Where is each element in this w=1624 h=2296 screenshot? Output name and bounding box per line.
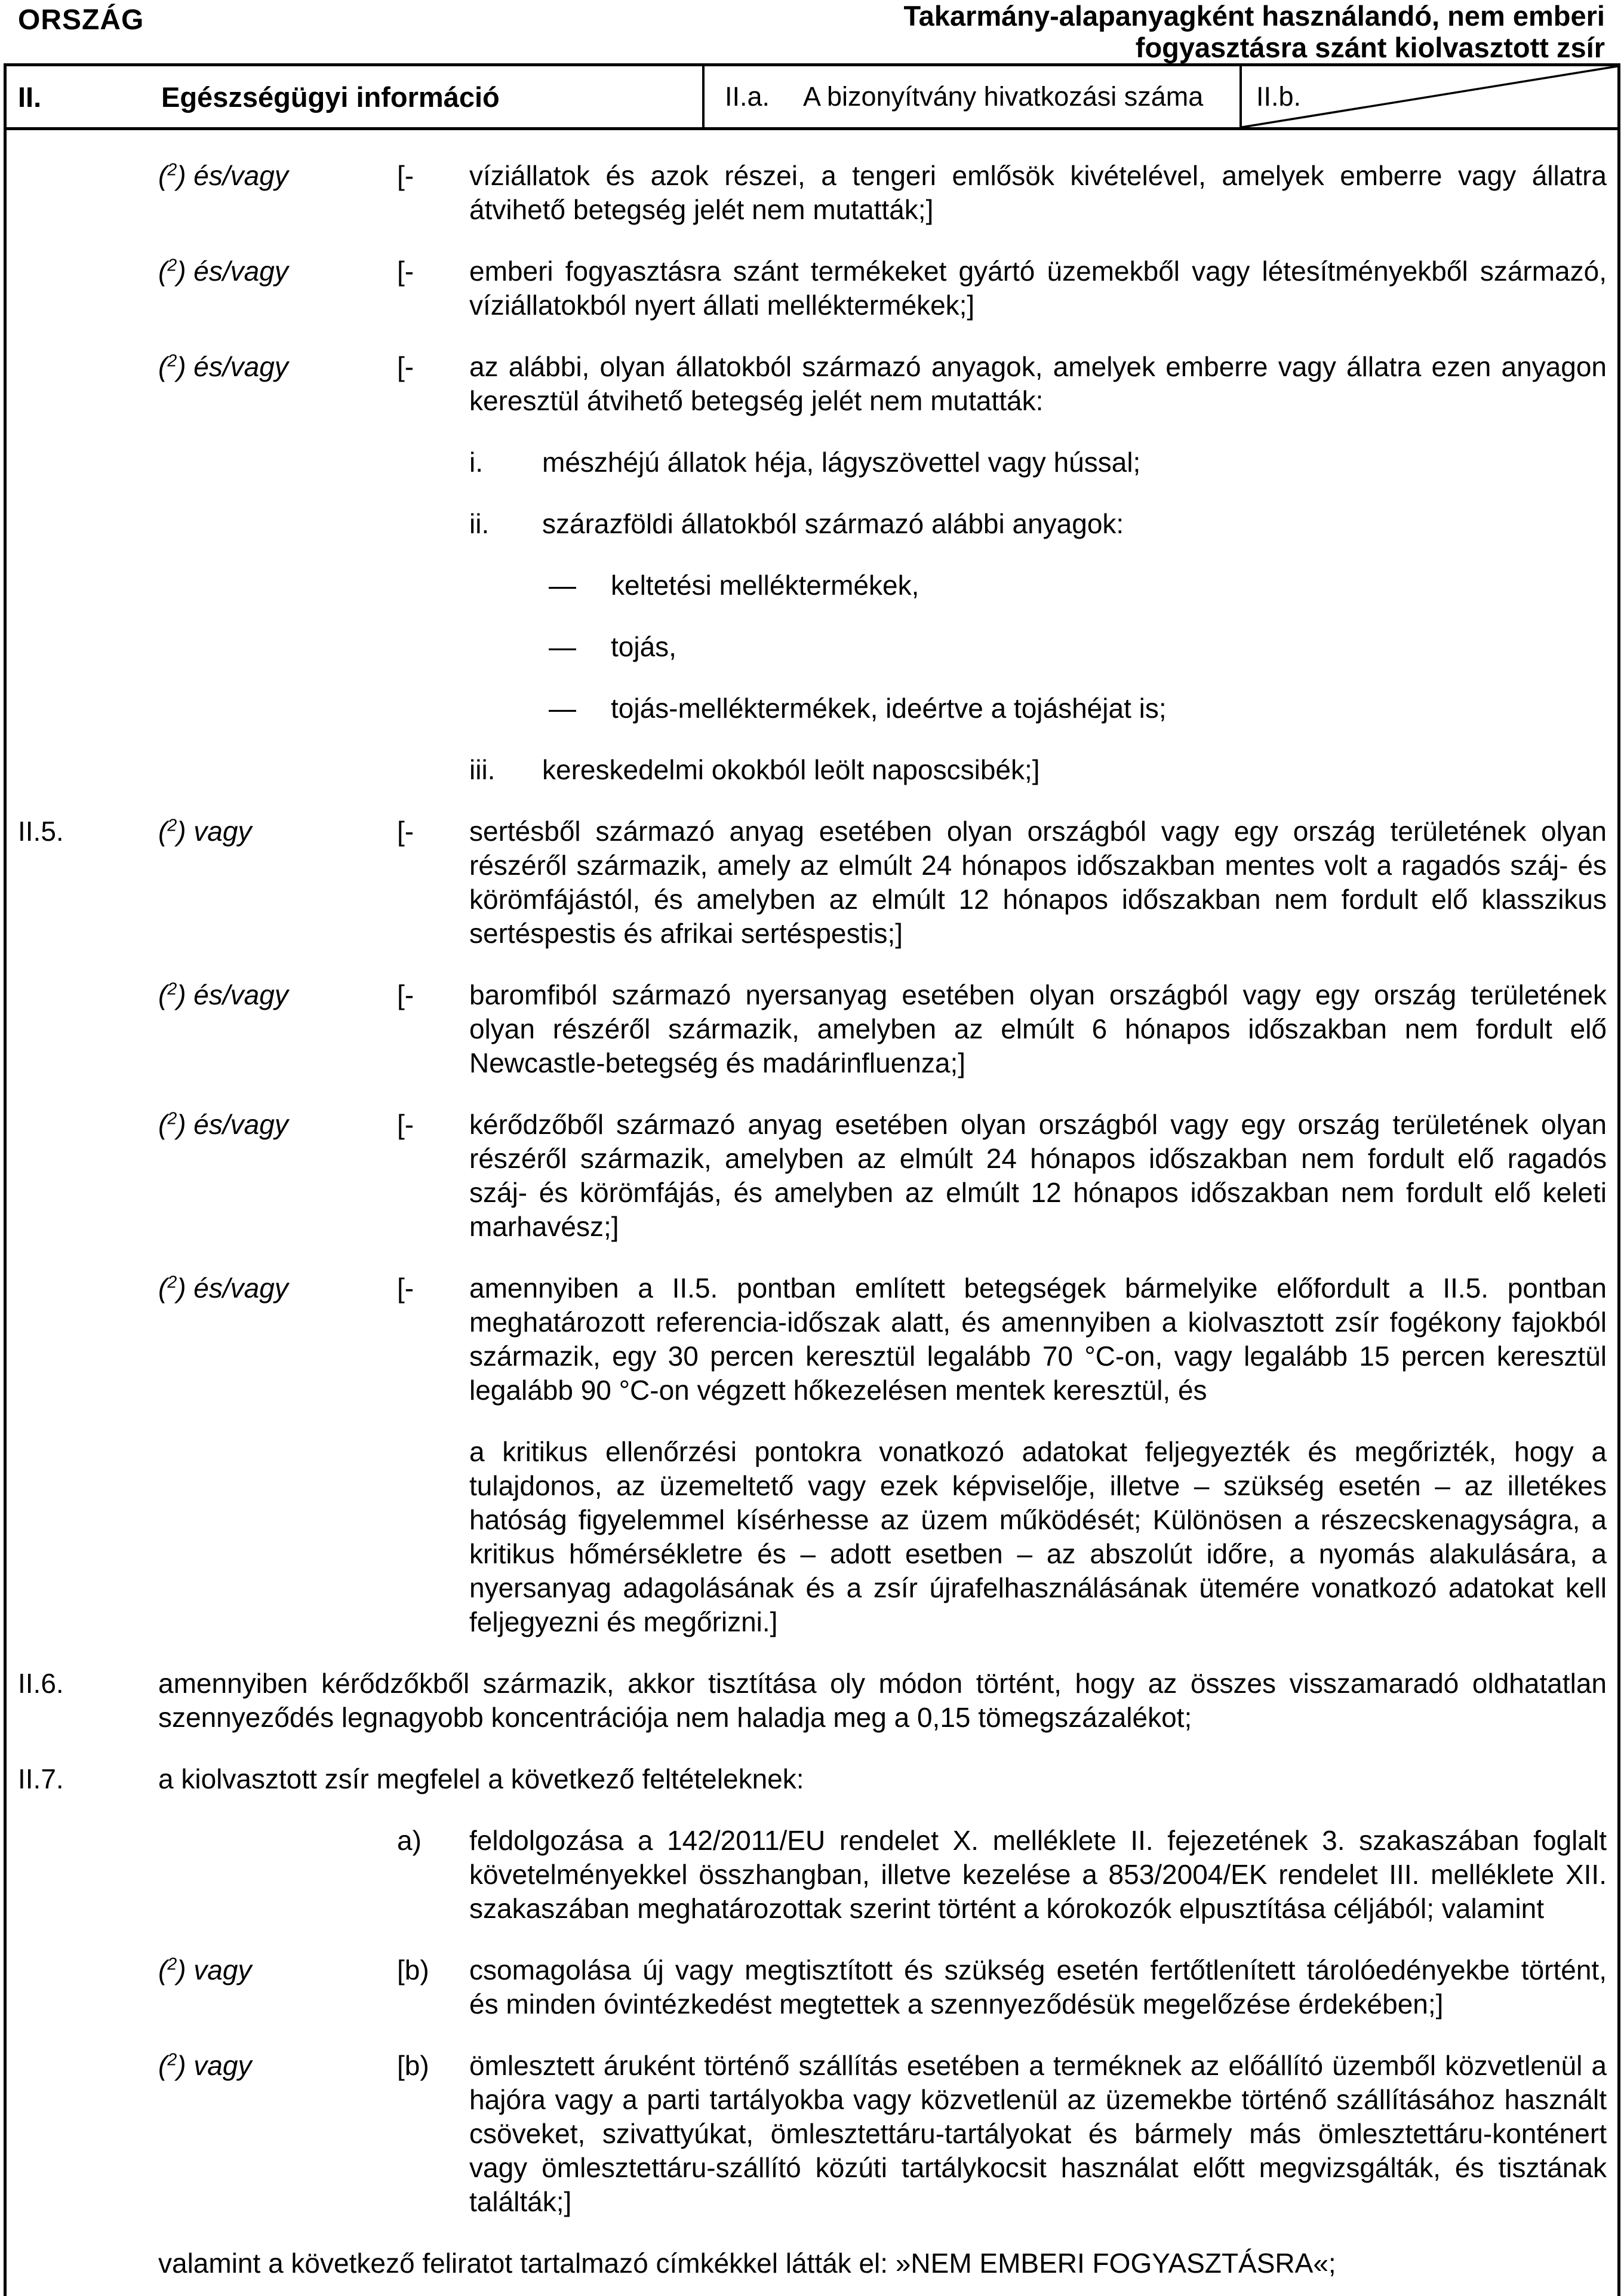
clause-row [7, 1762, 1617, 1796]
footnote-conjunction [158, 978, 397, 1080]
certificate-reference-header-cell [705, 66, 1242, 127]
clause-text: az alábbi, olyan állatokból származó anyagok, amelyek emberre vagy állatra ezen anyagon keresztül átvihető betegség jelét nem mutatták: [469, 351, 1607, 416]
conjunction-italic: ($^2$) és/vagy [158, 1273, 288, 1304]
item-number [7, 630, 158, 664]
clause-text: — tojás-melléktermékek, ideértve a tojáshéjat is; [469, 691, 1617, 726]
roman-list-marker: i. [469, 447, 483, 478]
document-title-line1: Takarmány-alapanyagként használandó, nem emberi [903, 0, 1605, 32]
item-number [7, 507, 158, 541]
clause-row [7, 2246, 1617, 2280]
option-bracket-marker: [- [397, 256, 414, 287]
option-bracket-marker [397, 630, 469, 664]
item-number [7, 1953, 158, 2021]
section-number: II. [18, 81, 42, 113]
item-number: II.5. [18, 816, 64, 847]
item-number [7, 2246, 158, 2280]
footnote-conjunction [158, 1108, 397, 1244]
clause-text: a kiolvasztott zsír megfelel a következő feltételeknek: [158, 1763, 804, 1794]
conjunction-italic: ($^2$) vagy [158, 816, 252, 847]
clause-row [7, 978, 1617, 1080]
clause-row [7, 1435, 1617, 1639]
option-bracket-marker: a) [397, 1825, 422, 1856]
item-number [7, 1108, 158, 1244]
footnote-reference: 2 [167, 1109, 177, 1129]
clause-text: baromfiból származó nyersanyag esetében olyan országból vagy egy ország területének olyan részéről származik, amelyben az elmúlt 6 hónapos időszakban nem fordult elő Newcastle-betegség és madárinfluenza;] [469, 979, 1607, 1078]
conjunction-italic: ($^2$) vagy [158, 1954, 252, 1985]
item-number [7, 2049, 158, 2219]
item-number [7, 350, 158, 418]
document-title-line2: fogyasztásra szánt kiolvasztott zsír [1135, 32, 1605, 63]
reference-number-label: II.a. [725, 81, 770, 112]
table-header-row [7, 66, 1617, 130]
certificate-body [7, 130, 1617, 2280]
clause-row [7, 691, 1617, 726]
option-bracket-marker [397, 753, 469, 787]
clause-row [7, 1271, 1617, 1407]
clause-text: — keltetési melléktermékek, [469, 568, 1617, 603]
footnote-conjunction [158, 753, 397, 787]
footnote-reference: 2 [167, 351, 177, 371]
footnote-conjunction [158, 350, 397, 418]
clause-text: emberi fogyasztásra szánt termékeket gyártó üzemekből vagy létesítményekből származó, víziállatokból nyert állati melléktermékek;] [469, 256, 1607, 321]
conjunction-italic: ($^2$) és/vagy [158, 351, 288, 382]
clause-text: amennyiben kérődzőkből származik, akkor tisztítása oly módon történt, hogy az összes visszamaradó oldhatatlan szennyeződés legnagyobb koncentrációja nem haladja meg a 0,15 tömegszázalékot; [158, 1668, 1607, 1733]
section-title: Egészségügyi információ [161, 81, 500, 113]
clause-row [7, 1953, 1617, 2021]
option-bracket-marker: [- [397, 160, 414, 191]
item-number [7, 691, 158, 726]
conjunction-italic: ($^2$) és/vagy [158, 1109, 288, 1140]
clause-row [7, 507, 1617, 541]
clause-row [7, 630, 1617, 664]
option-bracket-marker [397, 1435, 469, 1639]
conjunction-italic: ($^2$) vagy [158, 2050, 252, 2081]
item-number [7, 1435, 158, 1639]
clause-text: csomagolása új vagy megtisztított és szükség esetén fertőtlenített tárolóedényekbe történt, és minden óvintézkedést megtettek a szennyeződésük megelőzése érdekében;] [469, 1954, 1607, 2020]
clause-text: amennyiben a II.5. pontban említett betegségek bármelyike előfordult a II.5. pontban meghatározott referencia-időszak alatt, és amennyiben a kiolvasztott zsír fogékony fajokból származik, egy 30 percen keresztül legalább 70 °C-on, vagy legalább 15 percen keresztül legalább 90 °C-on végzett hőkezelésen mentek keresztül, és [469, 1273, 1607, 1406]
local-reference-label: II.b. [1256, 81, 1302, 112]
footnote-reference: 2 [167, 979, 177, 999]
footnote-reference: 2 [167, 160, 177, 180]
footnote-conjunction [158, 1824, 397, 1926]
footnote-conjunction [158, 691, 397, 726]
clause-text: sertésből származó anyag esetében olyan országból vagy egy ország területének olyan részéről származik, amely az elmúlt 24 hónapos időszakban mentes volt a ragadós száj- és körömfájástól, és amelyben az elmúlt 12 hónapos időszakban nem fordult elő klasszikus sertéspestis és afrikai sertéspestis;] [469, 816, 1607, 949]
clause-text: ii. szárazföldi állatokból származó alábbi anyagok: [469, 507, 1617, 541]
clause-row [7, 445, 1617, 480]
conjunction-italic: ($^2$) és/vagy [158, 256, 288, 287]
clause-row [7, 568, 1617, 603]
country-label: ORSZÁG [18, 4, 144, 36]
local-reference-header-cell [1242, 66, 1617, 127]
footnote-reference: 2 [167, 816, 177, 835]
option-bracket-marker: [b) [397, 2050, 429, 2081]
footnote-conjunction [158, 1953, 397, 2021]
item-number [7, 1824, 158, 1926]
clause-row [7, 1824, 1617, 1926]
conjunction-italic: ($^2$) és/vagy [158, 979, 288, 1010]
item-number: II.6. [18, 1668, 64, 1699]
clause-text: valamint a következő feliratot tartalmazó címkékkel látták el: »NEM EMBERI FOGYASZTÁSRA«; [158, 2248, 1336, 2279]
reference-description: A bizonyítvány hivatkozási száma [803, 81, 1204, 112]
footnote-conjunction [158, 159, 397, 227]
clause-row [7, 753, 1617, 787]
clause-text: víziállatok és azok részei, a tengeri emlősök kivételével, amelyek emberre vagy állatra átvihető betegség jelét nem mutatták;] [469, 160, 1607, 225]
clause-text: iii. kereskedelmi okokból leölt naposcsibék;] [469, 753, 1617, 787]
clause-row [7, 1667, 1617, 1735]
dash-list-marker: — [549, 693, 576, 724]
item-number [7, 568, 158, 603]
dash-list-marker: — [549, 631, 576, 662]
option-bracket-marker [397, 445, 469, 480]
clause-row [7, 2049, 1617, 2219]
option-bracket-marker: [- [397, 351, 414, 382]
footnote-conjunction [158, 568, 397, 603]
clause-text: ömlesztett áruként történő szállítás esetében a terméknek az előállító üzemből közvetlenül a hajóra vagy a parti tartályokba vagy közvetlenül az üzemekbe történő szállításához használt csöveket, szivattyúkat, ömlesztettáru-tartályokat és bármely más ömlesztettáru-konténert vagy ömlesztettáru-szállító közúti tartálykocsit használat előtt megvizsgálták, és tisztának találták;] [469, 2050, 1607, 2217]
option-bracket-marker: [- [397, 979, 414, 1010]
footnote-conjunction [158, 2049, 397, 2219]
roman-list-marker: iii. [469, 754, 496, 785]
clause-text: — tojás, [469, 630, 1617, 664]
clause-row [7, 159, 1617, 227]
clause-text: kérődzőből származó anyag esetében olyan országból vagy egy ország területének olyan részéről származik, amelyben az elmúlt 24 hónapos időszakban nem fordult elő ragadós száj- és körömfájás, és amelyben az elmúlt 12 hónapos időszakban nem fordult elő keleti marhavész;] [469, 1109, 1607, 1242]
certificate-table [4, 63, 1620, 2296]
footnote-conjunction [158, 254, 397, 322]
item-number [7, 753, 158, 787]
option-bracket-marker [397, 691, 469, 726]
clause-text: i. mészhéjú állatok héja, lágyszövettel vagy hússal; [469, 445, 1617, 480]
footnote-reference: 2 [167, 1954, 177, 1974]
option-bracket-marker: [- [397, 1109, 414, 1140]
page-header [0, 0, 1624, 63]
item-number [7, 1271, 158, 1407]
footnote-conjunction [158, 507, 397, 541]
clause-text: feldolgozása a 142/2011/EU rendelet X. melléklete II. fejezetének 3. szakaszában foglalt követelményekkel összhangban, illetve kezelése a 853/2004/EK rendelet III. melléklete XII. szakaszában meghatározottak szerint történt a kórokozók elpusztítása céljából; valamint [469, 1825, 1607, 1924]
option-bracket-marker: [b) [397, 1954, 429, 1985]
footnote-reference: 2 [167, 256, 177, 275]
roman-list-marker: ii. [469, 508, 490, 539]
footnote-conjunction [158, 814, 397, 951]
dash-list-marker: — [549, 570, 576, 601]
footnote-conjunction [158, 1435, 397, 1639]
item-number [7, 978, 158, 1080]
clause-row [7, 254, 1617, 322]
clause-row [7, 1108, 1617, 1244]
footnote-conjunction [158, 1271, 397, 1407]
conjunction-italic: ($^2$) és/vagy [158, 160, 288, 191]
diagonal-strike-line [1242, 66, 1617, 127]
option-bracket-marker [397, 568, 469, 603]
clause-row [7, 814, 1617, 951]
option-bracket-marker: [- [397, 1273, 414, 1304]
option-bracket-marker [397, 507, 469, 541]
item-number: II.7. [18, 1763, 64, 1794]
footnote-conjunction [158, 630, 397, 664]
footnote-conjunction [158, 445, 397, 480]
clause-text: a kritikus ellenőrzési pontokra vonatkozó adatokat feljegyezték és megőrizték, hogy a tulajdonos, az üzemeltető vagy ezek képviselője, illetve – szükség esetén – az illetékes hatóság figyelemmel kísérhesse az üzem működését; Különösen a részecskenagyságra, a kritikus hőmérsékletre és – adott esetben – az abszolút időre, a nyomás alakulására, a nyersanyag adagolásának és a zsír újrafelhasználásának ütemére vonatkozó adatokat kell feljegyezni és megőrizni.] [469, 1436, 1607, 1637]
document-title [903, 0, 1605, 63]
clause-row [7, 350, 1617, 418]
footnote-reference: 2 [167, 2050, 177, 2070]
item-number [7, 254, 158, 322]
item-number [7, 445, 158, 480]
option-bracket-marker: [- [397, 816, 414, 847]
health-info-header-cell [7, 66, 705, 127]
footnote-reference: 2 [167, 1273, 177, 1292]
item-number [7, 159, 158, 227]
